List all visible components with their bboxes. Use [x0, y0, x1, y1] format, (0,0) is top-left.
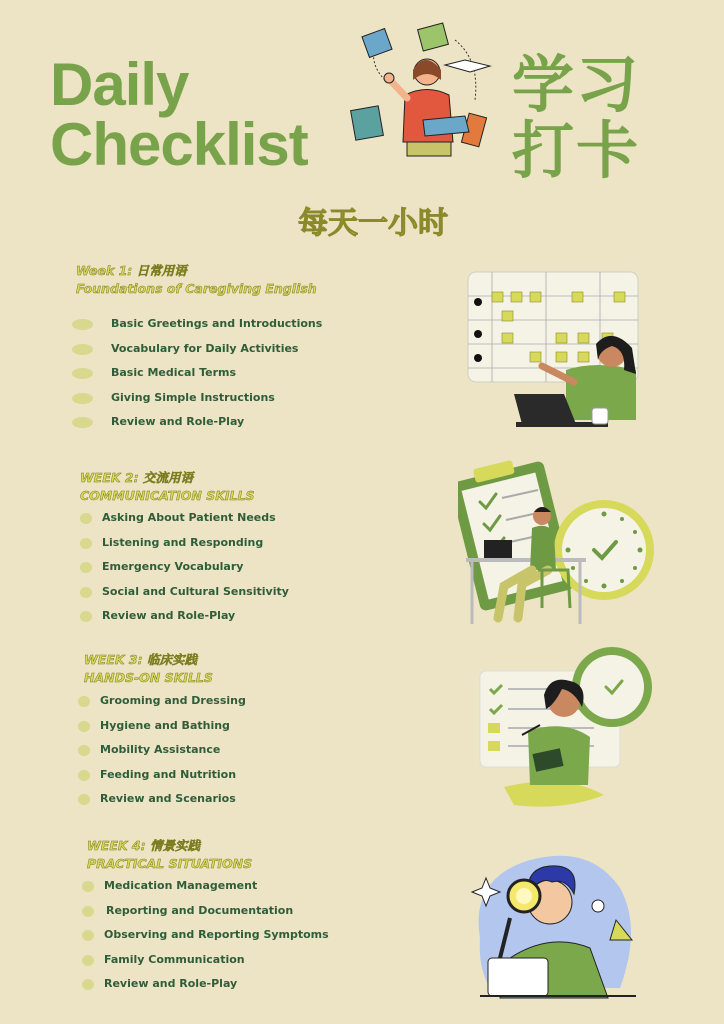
item-label: Vocabulary for Daily Activities: [111, 341, 299, 355]
week-4-heading: [87, 837, 252, 873]
week-2-heading: [80, 469, 254, 505]
magnifier-search-illustration: [470, 848, 642, 1000]
week-4-checklist: [82, 874, 329, 997]
week-3-checklist: [78, 689, 246, 812]
calendar-laptop-illustration: [466, 270, 642, 430]
item-label: Review and Scenarios: [100, 792, 236, 806]
checkbox-oval[interactable]: [80, 513, 92, 524]
item-label: Family Communication: [104, 952, 245, 966]
checkbox-oval[interactable]: [72, 319, 93, 330]
item-label: Social and Cultural Sensitivity: [102, 584, 289, 598]
checklist-item[interactable]: [78, 787, 246, 812]
title-line-daily: Daily: [50, 51, 189, 118]
item-label: Listening and Responding: [102, 535, 264, 549]
item-label: Medication Management: [104, 879, 258, 892]
item-label: Review and Role-Play: [102, 609, 236, 623]
checklist-item[interactable]: [82, 923, 329, 948]
checklist-item[interactable]: [80, 506, 289, 531]
checkbox-oval[interactable]: [82, 955, 94, 966]
checkbox-oval[interactable]: [80, 562, 92, 573]
week-2-title: WEEK 2: 交流用语: [80, 470, 193, 485]
checklist-item[interactable]: [80, 580, 289, 605]
checklist-item[interactable]: [78, 763, 246, 788]
checklist-item[interactable]: [80, 531, 289, 556]
checkbox-oval[interactable]: [72, 393, 93, 404]
reading-clock-illustration: [474, 645, 654, 815]
week-2-checklist: [80, 506, 289, 629]
week-3-subtitle: HANDS-ON SKILLS: [84, 670, 213, 685]
checklist-item[interactable]: [72, 410, 322, 435]
checklist-item[interactable]: [72, 386, 322, 411]
week-1-checklist: [72, 312, 322, 435]
week-3-title: WEEK 3: 临床实践: [84, 652, 197, 667]
checkbox-oval[interactable]: [82, 906, 94, 917]
item-label: Hygiene and Bathing: [100, 718, 230, 732]
item-label: Grooming and Dressing: [100, 694, 246, 707]
week-1-heading: [76, 262, 317, 298]
item-label: Basic Medical Terms: [111, 366, 237, 380]
week-1-subtitle: Foundations of Caregiving English: [76, 281, 317, 296]
clipboard-clock-illustration: [458, 458, 658, 626]
week-2-subtitle: COMMUNICATION SKILLS: [80, 488, 255, 503]
checkbox-oval[interactable]: [72, 417, 93, 428]
item-label: Giving Simple Instructions: [111, 390, 275, 404]
checkbox-oval[interactable]: [78, 770, 90, 781]
checkbox-oval[interactable]: [80, 587, 92, 598]
item-label: Observing and Reporting Symptoms: [104, 928, 329, 942]
week-4-title: WEEK 4: 情景实践: [87, 838, 200, 853]
checkbox-oval[interactable]: [82, 881, 94, 892]
checklist-item[interactable]: [72, 361, 322, 386]
checkbox-oval[interactable]: [78, 721, 90, 732]
title-cn-line-2: 打卡: [512, 114, 641, 187]
checklist-item[interactable]: [82, 874, 329, 899]
checklist-item[interactable]: [82, 899, 329, 924]
checkbox-oval[interactable]: [78, 745, 90, 756]
item-label: Review and Role-Play: [111, 415, 245, 429]
item-label: Emergency Vocabulary: [102, 560, 244, 574]
checkbox-oval[interactable]: [78, 794, 90, 805]
item-label: Review and Role-Play: [104, 977, 238, 991]
checklist-item[interactable]: [78, 714, 246, 739]
page-title-en: [50, 51, 308, 178]
item-label: Reporting and Documentation: [106, 903, 294, 917]
item-label: Feeding and Nutrition: [100, 767, 237, 781]
week-3-heading: [84, 651, 213, 687]
week-1-title: Week 1: 日常用语: [76, 263, 187, 278]
checkbox-oval[interactable]: [72, 344, 93, 355]
checklist-item[interactable]: [82, 948, 329, 973]
checkbox-oval[interactable]: [82, 979, 94, 990]
item-label: Mobility Assistance: [100, 743, 221, 757]
checkbox-oval[interactable]: [78, 696, 90, 707]
checklist-item[interactable]: [80, 555, 289, 580]
checklist-item[interactable]: [72, 337, 322, 362]
page-title-cn: [512, 48, 641, 187]
checkbox-oval[interactable]: [72, 368, 93, 379]
checklist-item[interactable]: [78, 689, 246, 714]
item-label: Asking About Patient Needs: [102, 511, 276, 524]
item-label: Basic Greetings and Introductions: [111, 317, 323, 330]
checklist-item[interactable]: [82, 972, 329, 997]
checklist-item[interactable]: [80, 604, 289, 629]
checkbox-oval[interactable]: [80, 538, 92, 549]
checkbox-oval[interactable]: [82, 930, 94, 941]
woman-juggling-books-illustration: [345, 20, 495, 160]
week-4-subtitle: PRACTICAL SITUATIONS: [87, 856, 253, 871]
checklist-item[interactable]: [78, 738, 246, 763]
title-line-checklist: Checklist: [50, 111, 308, 178]
checklist-item[interactable]: [72, 312, 322, 337]
checkbox-oval[interactable]: [80, 611, 92, 622]
subtitle: 每天一小时: [298, 206, 448, 241]
title-cn-line-1: 学习: [512, 48, 641, 121]
